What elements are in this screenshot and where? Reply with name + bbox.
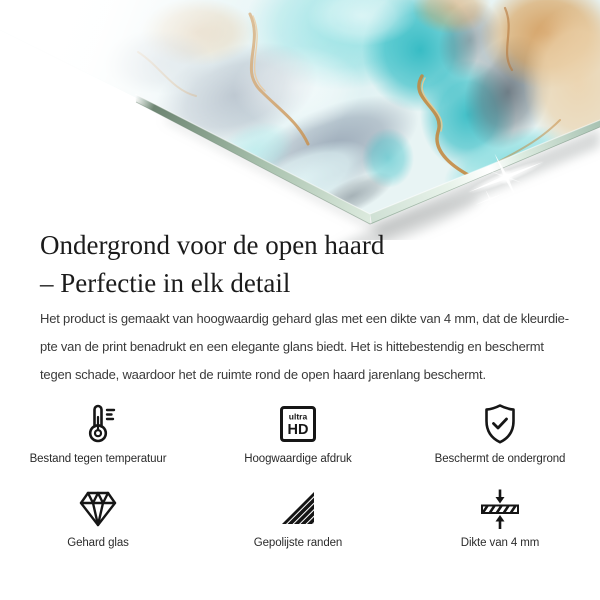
features-grid: [0, 400, 600, 568]
feature-label: Gepolijste randen: [253, 537, 343, 549]
heading-line-1: Ondergrond voor de open haard: [40, 230, 385, 260]
svg-text:HD: HD: [287, 422, 309, 438]
feature-label: Beschermt de ondergrond: [434, 453, 566, 465]
ultra-hd-icon: [274, 400, 322, 448]
feature-tempered-glass: [0, 484, 196, 568]
feature-temperature: [0, 400, 196, 484]
description-line: tegen schade, waardoor het de ruimte rond de open haard jarenlang beschermt.: [40, 367, 486, 382]
svg-text:ultra: ultra: [288, 411, 308, 422]
feature-label: Hoogwaardige afdruk: [244, 453, 352, 465]
feature-label: Dikte van 4 mm: [460, 537, 540, 549]
glass-panel-artwork: [0, 0, 600, 240]
thermometer-icon: [74, 400, 122, 448]
compressed-thickness-icon: [476, 484, 524, 532]
feature-polished-edges: [196, 484, 400, 568]
feature-label: Gehard glas: [67, 537, 129, 549]
heading-line-2: – Perfectie in elk detail: [40, 268, 291, 298]
shield-check-icon: [476, 400, 524, 448]
page-title: [40, 226, 384, 302]
description-line: pte van de print benadrukt en een elegante glans biedt. Het is hittebestendig en beschermt: [40, 339, 544, 354]
diamond-icon: [74, 484, 122, 532]
feature-thickness: [400, 484, 600, 568]
hero-image: [0, 0, 600, 240]
feature-print-quality: [196, 400, 400, 484]
description-line: Het product is gemaakt van hoogwaardig gehard glas met een dikte van 4 mm, dat de kleurdie-: [40, 311, 569, 326]
polished-edges-icon: [274, 484, 322, 532]
feature-label: Bestand tegen temperatuur: [29, 453, 167, 465]
feature-protection: [400, 400, 600, 484]
product-description: [40, 305, 580, 389]
